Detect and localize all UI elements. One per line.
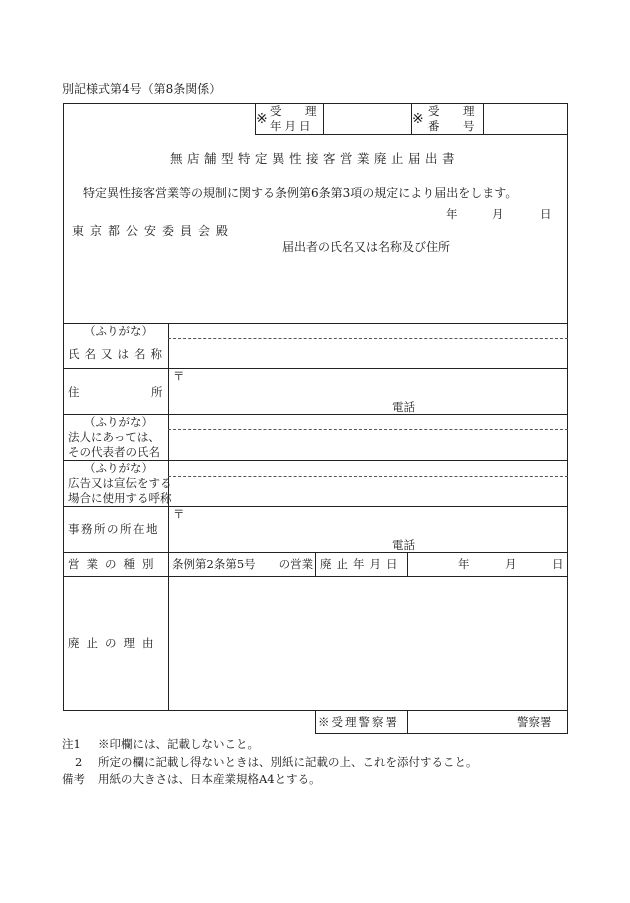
abolition-year: 年 — [458, 557, 470, 571]
phone-field[interactable] — [420, 399, 566, 413]
office-label: 事務所の所在地 — [68, 522, 159, 536]
date-month: 月 — [492, 207, 504, 221]
form-number: 別記様式第4号（第8条関係） — [62, 82, 222, 96]
office-address-field[interactable] — [186, 508, 566, 536]
business-divider-2 — [407, 552, 408, 576]
address-label-1: 住 — [68, 385, 80, 399]
remarks-text: 用紙の大きさは、日本産業規格A4とする。 — [98, 772, 321, 786]
date-year: 年 — [446, 207, 458, 221]
abolition-date-field[interactable] — [409, 553, 567, 575]
note2-prefix: 2 — [75, 755, 83, 769]
rep-furigana-field[interactable] — [170, 415, 566, 428]
reason-field[interactable] — [170, 578, 566, 709]
alias-field[interactable] — [170, 478, 566, 505]
applicant-signature-area[interactable] — [282, 256, 562, 320]
police-station-divider — [407, 710, 408, 734]
business-type-value: 条例第2条第5号 の営業 — [172, 557, 314, 571]
receipt-number-label-2: 番 号 — [428, 119, 481, 133]
alias-label-1: 広告又は宣伝をする — [68, 476, 172, 490]
statement-text: 特定異性接客営業等の規制に関する条例第6条第3項の規定により届出をします。 — [83, 186, 518, 200]
row-line-7 — [63, 576, 568, 577]
applicant-label: 届出者の氏名又は名称及び住所 — [282, 240, 451, 254]
receipt-number-mark: ※ — [412, 111, 424, 127]
reason-label: 廃止の理由 — [68, 636, 161, 650]
office-phone-label: 電話 — [392, 538, 415, 552]
receipt-number-field[interactable] — [484, 104, 567, 133]
office-postal-mark: 〒 — [173, 507, 185, 521]
name-field[interactable] — [170, 340, 566, 367]
name-furigana-field[interactable] — [170, 324, 566, 337]
alias-furigana-field[interactable] — [170, 461, 566, 475]
rep-furigana-dash — [168, 429, 568, 430]
abolition-month: 月 — [505, 557, 517, 571]
postal-mark: 〒 — [173, 369, 185, 383]
alias-furigana-label: （ふりがな） — [84, 461, 153, 475]
rep-label-1: 法人にあっては、 — [68, 430, 160, 444]
note2-text: 所定の欄に記載し得ないときは、別紙に記載の上、これを添付すること。 — [98, 755, 478, 769]
police-station-field[interactable] — [409, 711, 513, 733]
name-furigana-dash — [168, 338, 568, 339]
alias-label-2: 場合に使用する呼称 — [68, 491, 172, 505]
business-divider-1 — [315, 552, 316, 576]
rep-name-field[interactable] — [170, 431, 566, 459]
form-title: 無店舗型特定異性接客営業廃止届出書 — [170, 151, 460, 166]
row-line-5 — [63, 506, 568, 507]
address-label-2: 所 — [151, 385, 163, 399]
name-furigana-label: （ふりがな） — [84, 324, 153, 338]
rep-furigana-label: （ふりがな） — [84, 415, 153, 429]
receipt-number-label-1: 受 理 — [428, 104, 481, 118]
business-type-label: 営業の種別 — [68, 557, 161, 571]
row-line-2 — [63, 368, 568, 369]
label-column-divider — [168, 323, 169, 711]
address-field[interactable] — [186, 370, 566, 398]
note1-prefix: 注1 — [62, 737, 81, 751]
remarks-prefix: 備考 — [62, 772, 85, 786]
police-station-value: 警察署 — [517, 715, 552, 729]
receipt-date-label-1: 受 理 — [270, 104, 323, 118]
abolition-date-label: 廃止年月日 — [320, 557, 403, 571]
date-day: 日 — [540, 207, 552, 221]
alias-furigana-dash — [168, 476, 568, 477]
addressee: 東京都公安委員会殿 — [72, 224, 235, 238]
header-bottom-line — [255, 134, 568, 135]
office-phone-field[interactable] — [420, 537, 566, 551]
phone-label: 電話 — [392, 400, 415, 414]
rep-label-2: その代表者の氏名 — [68, 445, 160, 459]
note1-text: ※印欄には、記載しないこと。 — [98, 737, 259, 751]
abolition-day: 日 — [552, 557, 564, 571]
receipt-date-field[interactable] — [324, 104, 410, 133]
receipt-date-label-2: 年月日 — [270, 119, 314, 133]
receipt-date-mark: ※ — [256, 111, 268, 127]
police-station-label: ※受理警察署 — [318, 715, 399, 729]
name-label: 氏名又は名称 — [68, 347, 167, 361]
